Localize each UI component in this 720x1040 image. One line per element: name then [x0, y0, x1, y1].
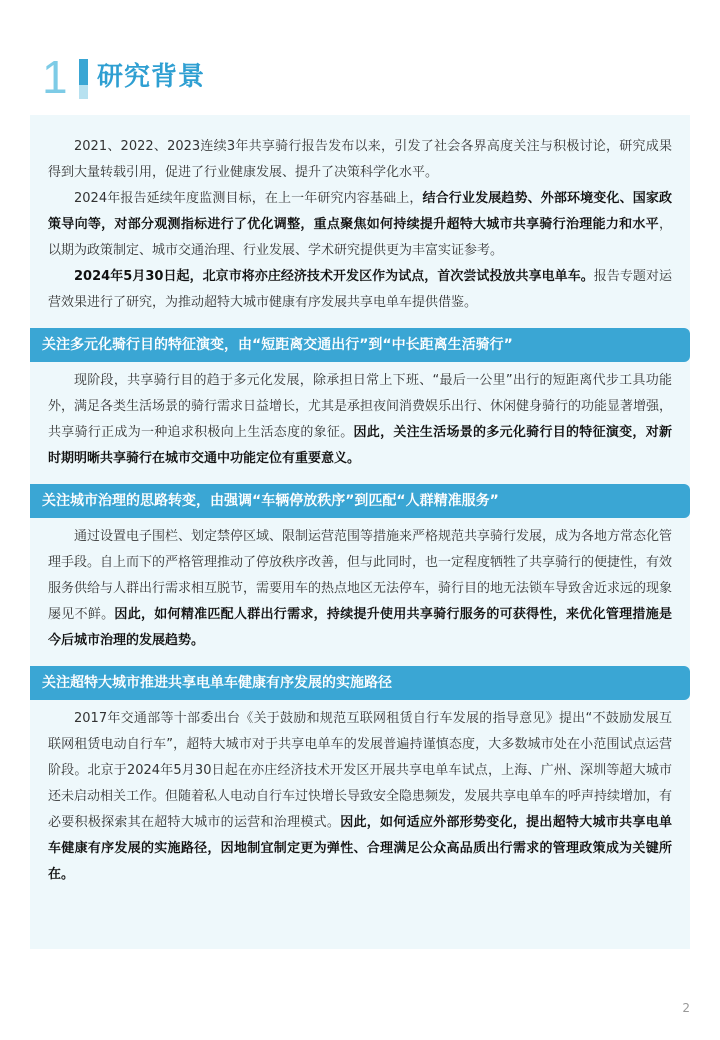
topic-paragraph-3 — [30, 706, 690, 888]
section-bar-decoration — [79, 59, 88, 99]
intro-p2-text-a: 2024年报告延续年度监测目标，在上一年研究内容基础上， — [74, 191, 423, 206]
page-number: 2 — [682, 1001, 690, 1015]
topic-paragraph-2 — [30, 524, 690, 654]
topic-3-text: 2017年交通部等十部委出台《关于鼓励和规范互联网租赁自行车发展的指导意见》提出“不鼓励发展互联网租赁电动自行车”，超特大城市对于共享电单车的发展普遍持谨慎态度，大多数城市处在小范围试点运营阶段。北京于2024年5月30日起在亦庄经济技术开发区开展共享电单车试点，上海、广州、深圳等超大城市还未启动相关工作。但随着私人电动自行车过快增长导致安全隐患频发，发展共享电单车的呼声持续增加，有必要积极探索其在超特大城市的运营和治理模式。 — [48, 711, 673, 830]
topic-1-bold: 因此，关注生活场景的多元化骑行目的特征演变，对新时期明晰共享骑行在城市交通中功能定位有重要意义。 — [48, 425, 672, 466]
content-panel — [30, 115, 690, 949]
topic-2-bold: 因此，如何精准匹配人群出行需求，持续提升使用共享骑行服务的可获得性，来优化管理措施是今后城市治理的发展趋势。 — [48, 607, 672, 648]
topic-2-text: 通过设置电子围栏、划定禁停区域、限制运营范围等措施来严格规范共享骑行发展，成为各地方常态化管理手段。自上而下的严格管理推动了停放秩序改善，但与此同时，也一定程度牺牲了共享骑行的便捷性，有效服务供给与人群出行需求相互脱节，需要用车的热点地区无法停车，骑行目的地无法锁车导致舍近求远的现象屡见不鲜。 — [48, 529, 673, 622]
intro-p2-text-c: ，以期为政策制定、城市交通治理、行业发展、学术研究提供更为丰富实证参考。 — [48, 217, 672, 258]
topic-heading-2: 关注城市治理的思路转变，由强调“车辆停放秩序”到匹配“人群精准服务” — [30, 484, 690, 518]
section-title: 研究背景 — [97, 62, 206, 92]
intro-p1-text: 2021、2022、2023连续3年共享骑行报告发布以来，引发了社会各界高度关注与积极讨论，研究成果得到大量转载引用，促进了行业健康发展、提升了决策科学化水平。 — [48, 139, 672, 180]
intro-p3-bold: 2024年5月30日起，北京市将亦庄经济技术开发区作为试点，首次尝试投放共享电单车。 — [74, 269, 594, 284]
topic-1-text: 现阶段，共享骑行目的趋于多元化发展，除承担日常上下班、“最后一公里”出行的短距离代步工具功能外，满足各类生活场景的骑行需求日益增长，尤其是承担夜间消费娱乐出行、休闲健身骑行的功能显著增强，共享骑行正成为一种追求积极向上生活态度的象征。 — [48, 373, 673, 440]
intro-paragraph-3 — [30, 264, 690, 316]
intro-paragraph-2 — [30, 186, 690, 264]
topic-heading-1: 关注多元化骑行目的特征演变，由“短距离交通出行”到“中长距离生活骑行” — [30, 328, 690, 362]
topic-heading-3: 关注超特大城市推进共享电单车健康有序发展的实施路径 — [30, 666, 690, 700]
topic-3-bold: 因此，如何适应外部形势变化，提出超特大城市共享电单车健康有序发展的实施路径，因地制宜制定更为弹性、合理满足公众高品质出行需求的管理政策成为关键所在。 — [48, 815, 672, 882]
intro-paragraph-1 — [30, 115, 690, 186]
topic-paragraph-1 — [30, 368, 690, 472]
intro-p3-text: 报告专题对运营效果进行了研究，为推动超特大城市健康有序发展共享电单车提供借鉴。 — [48, 269, 672, 310]
section-number: 1 — [42, 51, 68, 103]
intro-p2-bold: 结合行业发展趋势、外部环境变化、国家政策导向等，对部分观测指标进行了优化调整，重点聚焦如何持续提升超特大城市共享骑行治理能力和水平 — [48, 191, 672, 232]
